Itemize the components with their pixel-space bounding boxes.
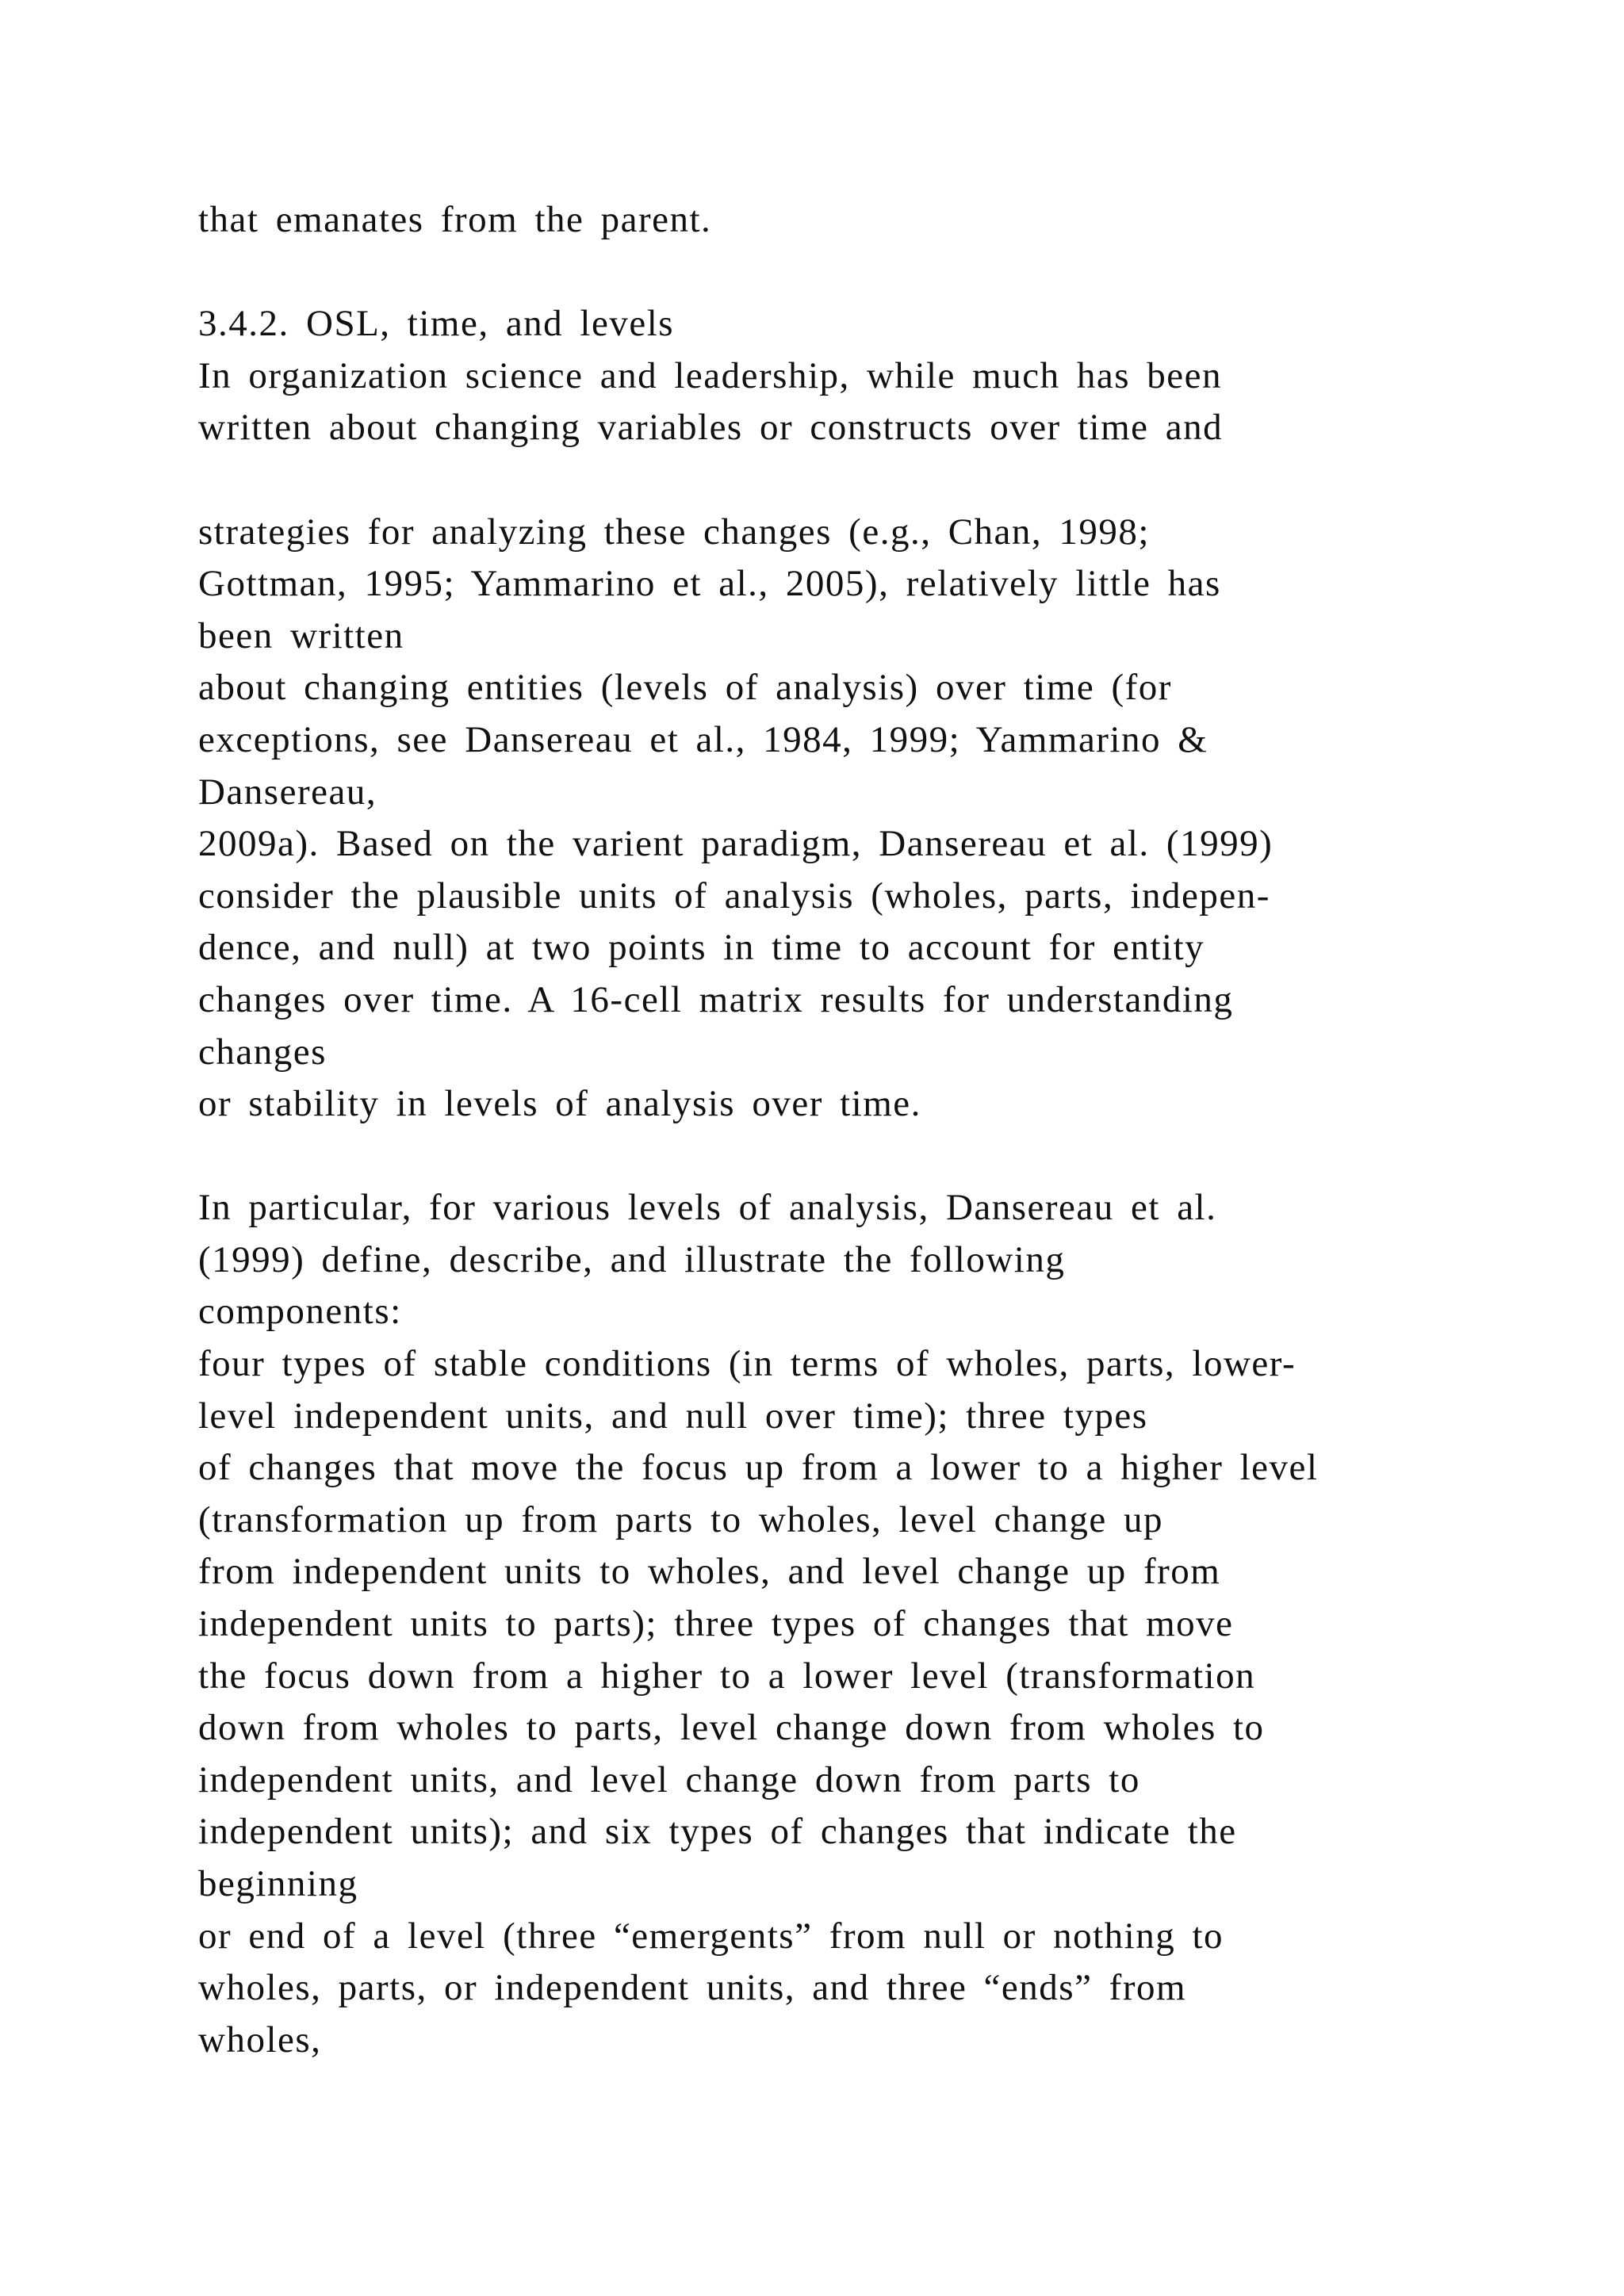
text-line: components: [198, 1291, 402, 1333]
body-text [198, 194, 1546, 2066]
text-line: exceptions, see Dansereau et al., 1984, 1999; Yammarino & [198, 718, 1208, 760]
text-line: that emanates from the parent. [198, 199, 712, 240]
text-line: (1999) define, describe, and illustrate the following [198, 1238, 1066, 1280]
text-line: In organization science and leadership, while much has been [198, 354, 1222, 396]
text-line: consider the plausible units of analysis (wholes, parts, indepen- [198, 874, 1270, 916]
blank-line [198, 1131, 1546, 1183]
text-line: wholes, parts, or independent units, and three “ends” from [198, 1967, 1187, 2009]
text-line: 2009a). Based on the varient paradigm, Dansereau et al. (1999) [198, 823, 1274, 865]
text-line: or end of a level (three “emergents” from null or nothing to [198, 1915, 1224, 1957]
text-line: level independent units, and null over time); three types [198, 1395, 1148, 1437]
text-line: independent units, and level change down from parts to [198, 1758, 1140, 1800]
blank-line [198, 247, 1546, 299]
text-line: dence, and null) at two points in time to account for entity [198, 927, 1205, 969]
text-line: In particular, for various levels of analysis, Dansereau et al. [198, 1187, 1217, 1229]
blank-line [198, 454, 1546, 507]
section-heading: 3.4.2. OSL, time, and levels [198, 303, 675, 345]
text-line: changes [198, 1031, 327, 1073]
text-line: strategies for analyzing these changes (e.g., Chan, 1998; [198, 511, 1150, 553]
text-line: about changing entities (levels of analysis) over time (for [198, 667, 1172, 709]
text-line: changes over time. A 16-cell matrix results for understanding [198, 978, 1234, 1020]
text-line: written about changing variables or constructs over time and [198, 407, 1224, 449]
text-line: down from wholes to parts, level change down from wholes to [198, 1707, 1265, 1749]
text-line: (transformation up from parts to wholes, level change up [198, 1498, 1163, 1540]
text-line: four types of stable conditions (in terms of wholes, parts, lower- [198, 1343, 1297, 1385]
text-line: from independent units to wholes, and level change up from [198, 1551, 1221, 1593]
text-line: the focus down from a higher to a lower level (transformation [198, 1655, 1256, 1697]
text-line: independent units); and six types of changes that indicate the [198, 1811, 1237, 1853]
text-line: been written [198, 614, 404, 656]
text-line: Dansereau, [198, 771, 377, 813]
text-line: wholes, [198, 2019, 322, 2061]
text-line: beginning [198, 1863, 358, 1904]
text-line: of changes that move the focus up from a lower to a higher level [198, 1447, 1319, 1489]
text-line: Gottman, 1995; Yammarino et al., 2005), relatively little has [198, 563, 1221, 605]
text-line: or stability in levels of analysis over time. [198, 1083, 921, 1125]
text-line: independent units to parts); three types of changes that move [198, 1603, 1234, 1645]
